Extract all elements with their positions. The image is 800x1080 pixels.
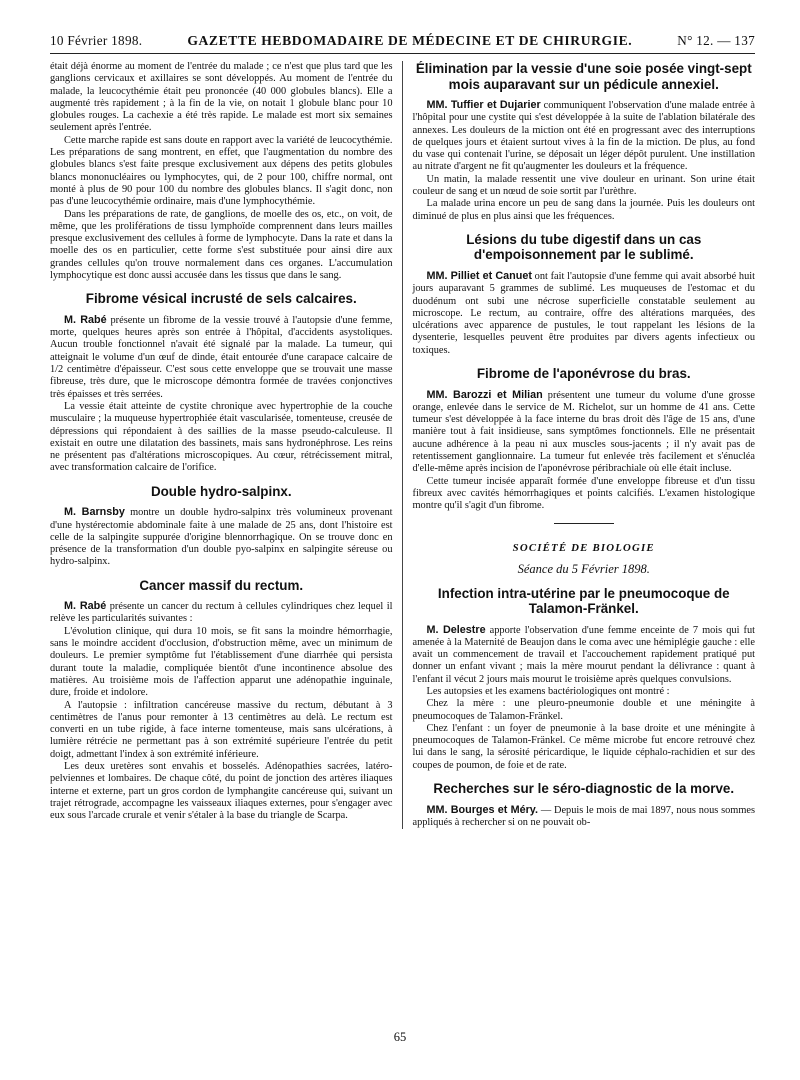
paragraph: MM. Pilliet et Canuet ont fait l'autopsie d'une femme qui avait absorbé huit jours auparavant 5 grammes de sublimé. Les muqueuses de l'estomac et du duodénum ont subi une nécrose superficielle constatable seulement au microscope. Le rectum, au contraire, offre des altérations marquées, des ulcérations avec apparence de pustules, le tout rappelant les lésions de la dysenterie, lesquelles peuvent être produites par divers agents infectieux ou toxiques. (412, 269, 755, 356)
paragraph: Dans les préparations de rate, de ganglions, de moelle des os, etc., on voit, de même, que les proliférations de tissu lymphoïde comprennent dans leurs mailles presque exclusivement des cellules à forme de lymphocyte. Dans la rate et dans la moelle des os en particulier, cette forme s'est substituée pour ainsi dire aux grandes cellules qu'on trouve normalement dans ces organes. L'accumulation lymphocytique est donc aussi accusée dans les tissus que dans le sang. (50, 208, 393, 282)
paragraph: A l'autopsie : infiltration cancéreuse massive du rectum, débutant à 3 centimètres de l'anus pour remonter à 13 centimètres au delà. Le rectum est converti en un tube rigide, à face interne tomenteuse, mais sans ulcérations, à lumière rétrécie ne permettant pas à son extrémité supérieure l'entrée du petit doigt, admettant l'index à son extrémité inférieure. (50, 699, 393, 760)
author-name: M. Delestre (426, 623, 486, 636)
author-name: MM. Bourges et Méry. (426, 803, 538, 816)
session-date: Séance du 5 Février 1898. (517, 561, 650, 576)
paragraph: Les autopsies et les examens bactériologiques ont montré : (426, 686, 670, 697)
paragraph: MM. Tuffier et Dujarier communiquent l'observation d'une malade entrée à l'hôpital pour une cystite qui s'est développée à la suite de l'ablation bilatérale des annexes. Les douleurs de la miction ont été en progressant avec des interruptions de quelques jours et étaient surtout vives à la fin de la miction. De plus, au fond du vase qui contenait l'urine, se déposait un léger dépôt purulent. Une instillation au nitrate d'argent ne fit qu'augmenter les douleurs et la fréquence. (412, 99, 755, 173)
journal-title: GAZETTE HEBDOMADAIRE DE MÉDECINE ET DE CHIRURGIE. (187, 33, 633, 48)
running-head (50, 33, 755, 54)
section-heading-pneumocoque: Infection intra-utérine par le pneumocoque de Talamon-Fränkel. (437, 585, 730, 617)
author-name: MM. Tuffier et Dujarier (426, 99, 541, 111)
paragraph: Cette marche rapide est sans doute en rapport avec la variété de leucocythémie. Les préparations de sang montrent, en effet, que l'augmentation du nombre des globules blancs s'est faite presque exclusivement aux dépens des petits globules blancs mononucléaires ou lymphocytes, qui, de 2 pour 100, chiffre normal, ont monté à plus de 90 pour 100 du nombre des globules blancs. Il s'agit donc, non pas d'une leucocythémie ordinaire, mais d'une lymphocythémie. (50, 134, 393, 208)
page-number: 65 (393, 1030, 407, 1044)
author-name: M. Rabé (64, 600, 107, 613)
section-heading-fibrome-vesical: Fibrome vésical incrusté de sels calcaires. (85, 291, 357, 307)
paragraph: Chez la mère : une pleuro-pneumonie double et une méningite à pneumocoques de Talamon-Fränkel. (412, 698, 755, 722)
paragraph: La vessie était atteinte de cystite chronique avec hypertrophie de la couche musculaire ; la muqueuse hypertrophiée était vascularisée, tomenteuse, creusée de dépressions qui répondaient à des saillies de la masse pseudo-calculeuse. Il existait en outre une dilatation des bassinets, mais sans hydronéphrose. Les reins ne présentent pas d'altérations microscopiques. Au cœur, rétrécissement mitral, avec transformation calcaire de l'orifice. (50, 400, 393, 474)
author-name: M. Barnsby (64, 506, 125, 519)
author-name: M. Rabé (64, 313, 107, 326)
author-name: MM. Barozzi et Milian (426, 388, 543, 401)
section-heading-cancer-rectum: Cancer massif du rectum. (139, 577, 304, 593)
paragraph: MM. Bourges et Méry. — Depuis le mois de mai 1897, nous nous sommes appliqués à rechercher si on ne pouvait ob- (412, 803, 755, 828)
section-heading-soie: Élimination par la vessie d'une soie posée vingt-sept mois auparavant sur un pédicule annexiel. (415, 61, 752, 92)
paragraph: Les deux uretères sont envahis et bosselés. Adénopathies sacrées, latéro-pelviennes et lombaires. De chaque côté, du point de jonction des artères iliaques interne et externe, part un gros cordon de lymphangite cancéreuse qui, suivant un trajet rétrograde, accompagne les vaisseaux iliaques externes, pour s'engager avec eux sous l'arcade crurale et venir s'étaler à la base du triangle de Scarpa. (50, 761, 393, 822)
paragraph: était déjà énorme au moment de l'entrée du malade ; ce n'est que plus tard que les ganglions cervicaux et axillaires se sont développés. Au moment de l'entrée du malade, la leucocythémie était peu prononcée (40 000 globules blancs). Elle a augmenté très rapidement ; à la fin de la vie, on notait 1 globule blanc pour 10 globules rouges. La cachexie a été très rapide. Le malade est mort six semaines seulement après l'entrée. (50, 61, 393, 134)
society-title: SOCIÉTÉ DE BIOLOGIE (512, 541, 655, 554)
section-heading-aponevrose: Fibrome de l'aponévrose du bras. (476, 366, 691, 382)
paragraph: M. Rabé présente un cancer du rectum à cellules cylindriques chez lequel il relève les particularités suivantes : (50, 600, 393, 625)
paragraph: La malade urina encore un peu de sang dans la journée. Puis les douleurs ont diminué de plus en plus ainsi que les fréquences. (412, 198, 755, 222)
right-column (402, 61, 756, 829)
left-column (50, 61, 402, 829)
header-date: 10 Février 1898. (50, 33, 143, 48)
paragraph: L'évolution clinique, qui dura 10 mois, se fit sans la moindre hémorrhagie, sans le moindre accident d'occlusion, d'obstruction même, avec un minimum de douleurs. Le premier symptôme fut l'établissement d'une diarrhée qui persista durant toute la maladie, compliquée bientôt d'une incontinence absolue des matières. Au troisième mois de l'affection apparut une adénopathie inguinale, dure, froide et indolore. (50, 625, 393, 699)
paragraph: M. Rabé présente un fibrome de la vessie trouvé à l'autopsie d'une femme, morte, quelques heures après son entrée à l'hôpital, d'accidents asystoliques. Aucun trouble fonctionnel n'avait été signalé par la malade. La tumeur, qui atteignait le volume d'un œuf de dinde, était entourée d'une carapace calcaire de 1/2 centimètre d'épaisseur. C'est sous cette enveloppe que se trouvait une masse fibreuse, très dure, que le microscope démontra formée de travées conjonctives très épaisses et très serrées. (50, 313, 393, 400)
paragraph: M. Delestre apporte l'observation d'une femme enceinte de 7 mois qui fut amenée à la Maternité de Beaujon dans le coma avec une hémiplégie gauche : elle avait un commencement de travail et l'accouchement rapidement pratiqué put donner un enfant vivant ; mais la mère mourut pendant la délivrance : quant à l'enfant il vécut 2 jours mais mourut le troisième après quelques convulsions. (412, 623, 755, 685)
paragraph: Chez l'enfant : un foyer de pneumonie à la base droite et une méningite à pneumocoques de Talamon-Fränkel. Ce même microbe fut encore retrouvé chez lui dans le sang, la sérosité péricardique, le liquide céphalo-rachidien et sur des coupes de poumon, de foie et de rate. (412, 722, 755, 771)
section-heading-hydro-salpinx: Double hydro-salpinx. (150, 483, 292, 499)
paragraph: M. Barnsby montre un double hydro-salpinx très volumineux provenant d'une hystérectomie abdominale faite à une malade de 25 ans, dont l'histoire est celle de la salpingite suppurée d'origine blennorrhagique. On se trouve donc en présence de la transformation d'un double pyo-salpinx en salpingite séreuse ou hydro-salpinx. (50, 506, 393, 568)
author-name: MM. Pilliet et Canuet (426, 269, 532, 282)
section-heading-sublime: Lésions du tube digestif dans un cas d'empoisonnement par le sublimé. (466, 231, 702, 263)
issue-page: N° 12. — 137 (677, 33, 755, 48)
paragraph: MM. Barozzi et Milian présentent une tumeur du volume d'une grosse orange, enlevée dans le service de M. Richelot, sur un homme de 41 ans. Cette tumeur s'est développée à la face interne du bras droit dès l'âge de 15 ans, d'une manière tout à fait insidieuse, sans symptômes fonctionnels. Elle ne présentait aucune adhérence à la peau ni aux muscles sous-jacents ; il n'y avait pas de retentissement ganglionnaire. La tumeur fut enlevée très facilement et s'énucléa d'elle-même après incision de l'aponévrose péribrachiale où elle était incluse. (412, 388, 755, 475)
two-column-body (50, 61, 755, 829)
paragraph: Cette tumeur incisée apparaît formée d'une enveloppe fibreuse et d'un tissu fibreux avec cavités hémorrhagiques et points calcifiés. L'examen histologique montre qu'il s'agit d'un fibrome. (412, 475, 755, 512)
paragraph: Un matin, la malade ressentit une vive douleur en urinant. Son urine était couleur de sang et un nœud de soie sortit par l'urèthre. (412, 173, 755, 198)
section-divider (554, 523, 614, 524)
section-heading-morve: Recherches sur le séro-diagnostic de la morve. (433, 781, 735, 797)
